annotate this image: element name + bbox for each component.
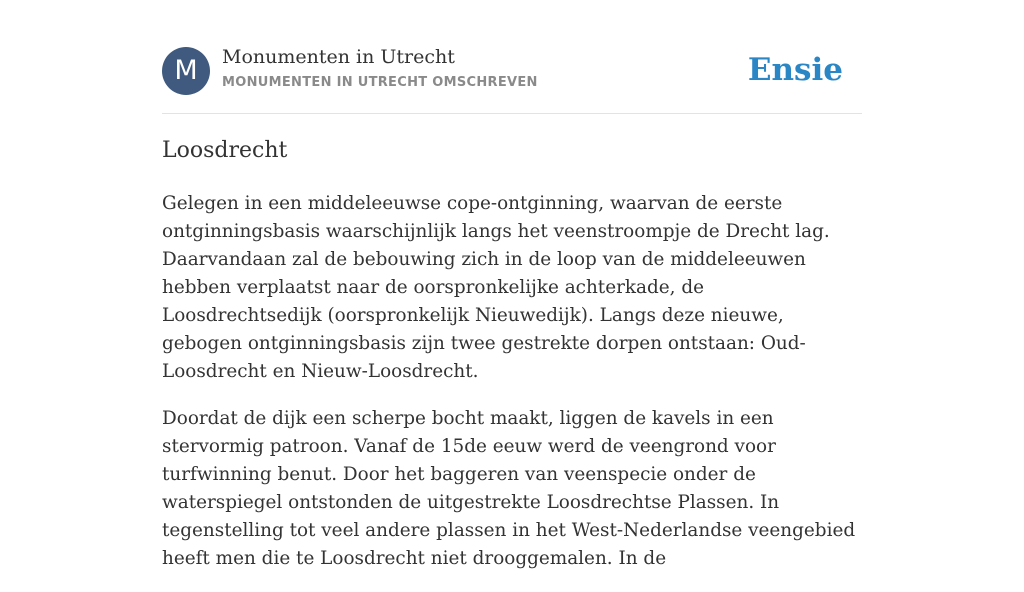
brand-logo[interactable]: Ensie (747, 52, 843, 88)
article-body (162, 190, 862, 592)
site-subtitle: MONUMENTEN IN UTRECHT OMSCHREVEN (222, 75, 538, 90)
site-header (162, 0, 862, 114)
article-title: Loosdrecht (162, 138, 288, 163)
site-title[interactable]: Monumenten in Utrecht (222, 46, 455, 68)
article-paragraph: Doordat de dijk een scherpe bocht maakt, liggen de kavels in een stervormig patroon. Vanaf de 15de eeuw werd de veengrond voor turfwinning benut. Door het baggeren van veenspecie onder de waterspiegel ontstonden de uitgestrekte Loosdrechtse Plassen. In tegenstelling tot veel andere plassen in het West-Nederlandse veengebied heeft men die te Loosdrecht niet drooggemalen. In de (162, 408, 856, 569)
article-paragraph: Gelegen in een middeleeuwse cope-ontginning, waarvan de eerste ontginningsbasis waarschijnlijk langs het veenstroompje de Drecht lag. Daarvandaan zal de bebouwing zich in de loop van de middeleeuwen hebben verplaatst naar de oorspronkelijke achterkade, de Loosdrechtsedijk (oorspronkelijk Nieuwedijk). Langs deze nieuwe, gebogen ontginningsbasis zijn twee gestrekte dorpen ontstaan: Oud-Loosdrecht en Nieuw-Loosdrecht. (162, 193, 830, 382)
content-column (162, 0, 862, 569)
site-avatar[interactable]: M (162, 47, 210, 95)
